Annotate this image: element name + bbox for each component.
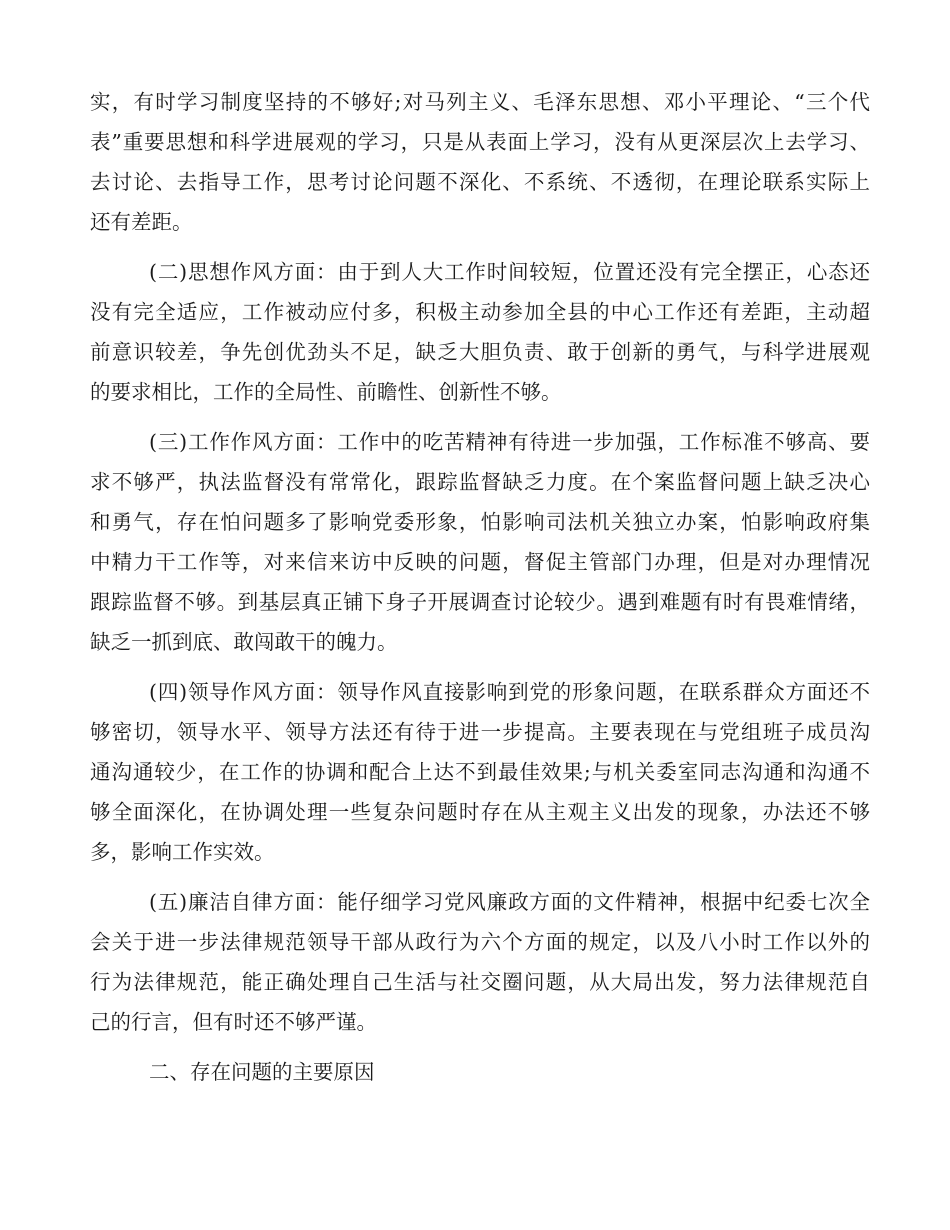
paragraph-line: 多，影响工作实效。 [90, 840, 275, 864]
paragraph-line: 的要求相比，工作的全局性、前瞻性、创新性不够。 [90, 380, 562, 404]
paragraph-line: 表”重要思想和科学进展观的学习，只是从表面上学习，没有从更深层次上去学习、 [90, 130, 870, 154]
paragraph-line: 实，有时学习制度坚持的不够好;对马列主义、毛泽东思想、邓小平理论、“三个代 [90, 90, 870, 114]
paragraph-line: 跟踪监督不够。到基层真正铺下身子开展调查讨论较少。遇到难题有时有畏难情绪， [90, 590, 870, 614]
paragraph-line: (五)廉洁自律方面：能仔细学习党风廉政方面的文件精神，根据中纪委七次全 [149, 890, 870, 914]
paragraph-line: 去讨论、去指导工作，思考讨论问题不深化、不系统、不透彻，在理论联系实际上 [90, 170, 870, 194]
paragraph-line: (二)思想作风方面：由于到人大工作时间较短，位置还没有完全摆正，心态还 [149, 260, 870, 284]
paragraph-line: 够全面深化，在协调处理一些复杂问题时存在从主观主义出发的现象，办法还不够 [90, 800, 870, 824]
paragraph-line: 还有差距。 [90, 210, 193, 234]
paragraph-line: (四)领导作风方面：领导作风直接影响到党的形象问题，在联系群众方面还不 [149, 680, 870, 704]
paragraph-line: 缺乏一抓到底、敢闯敢干的魄力。 [90, 630, 398, 654]
paragraph-line: 行为法律规范，能正确处理自己生活与社交圈问题，从大局出发，努力法律规范自 [90, 970, 870, 994]
section-heading: 二、存在问题的主要原因 [149, 1060, 375, 1084]
paragraph-line: 己的行言，但有时还不够严谨。 [90, 1010, 377, 1034]
paragraph-line: (三)工作作风方面：工作中的吃苦精神有待进一步加强，工作标准不够高、要 [149, 430, 870, 454]
paragraph-line: 够密切，领导水平、领导方法还有待于进一步提高。主要表现在与党组班子成员沟 [90, 720, 870, 744]
paragraph-line: 和勇气，存在怕问题多了影响党委形象，怕影响司法机关独立办案，怕影响政府集 [90, 510, 870, 534]
paragraph-line: 会关于进一步法律规范领导干部从政行为六个方面的规定，以及八小时工作以外的 [90, 930, 870, 954]
paragraph-line: 前意识较差，争先创优劲头不足，缺乏大胆负责、敢于创新的勇气，与科学进展观 [90, 340, 870, 364]
paragraph-line: 中精力干工作等，对来信来访中反映的问题，督促主管部门办理，但是对办理情况 [90, 550, 870, 574]
paragraph-line: 求不够严，执法监督没有常常化，跟踪监督缺乏力度。在个案监督问题上缺乏决心 [90, 470, 870, 494]
paragraph-line: 通沟通较少，在工作的协调和配合上达不到最佳效果;与机关委室同志沟通和沟通不 [90, 760, 870, 784]
paragraph-line: 没有完全适应，工作被动应付多，积极主动参加全县的中心工作还有差距，主动超 [90, 300, 870, 324]
